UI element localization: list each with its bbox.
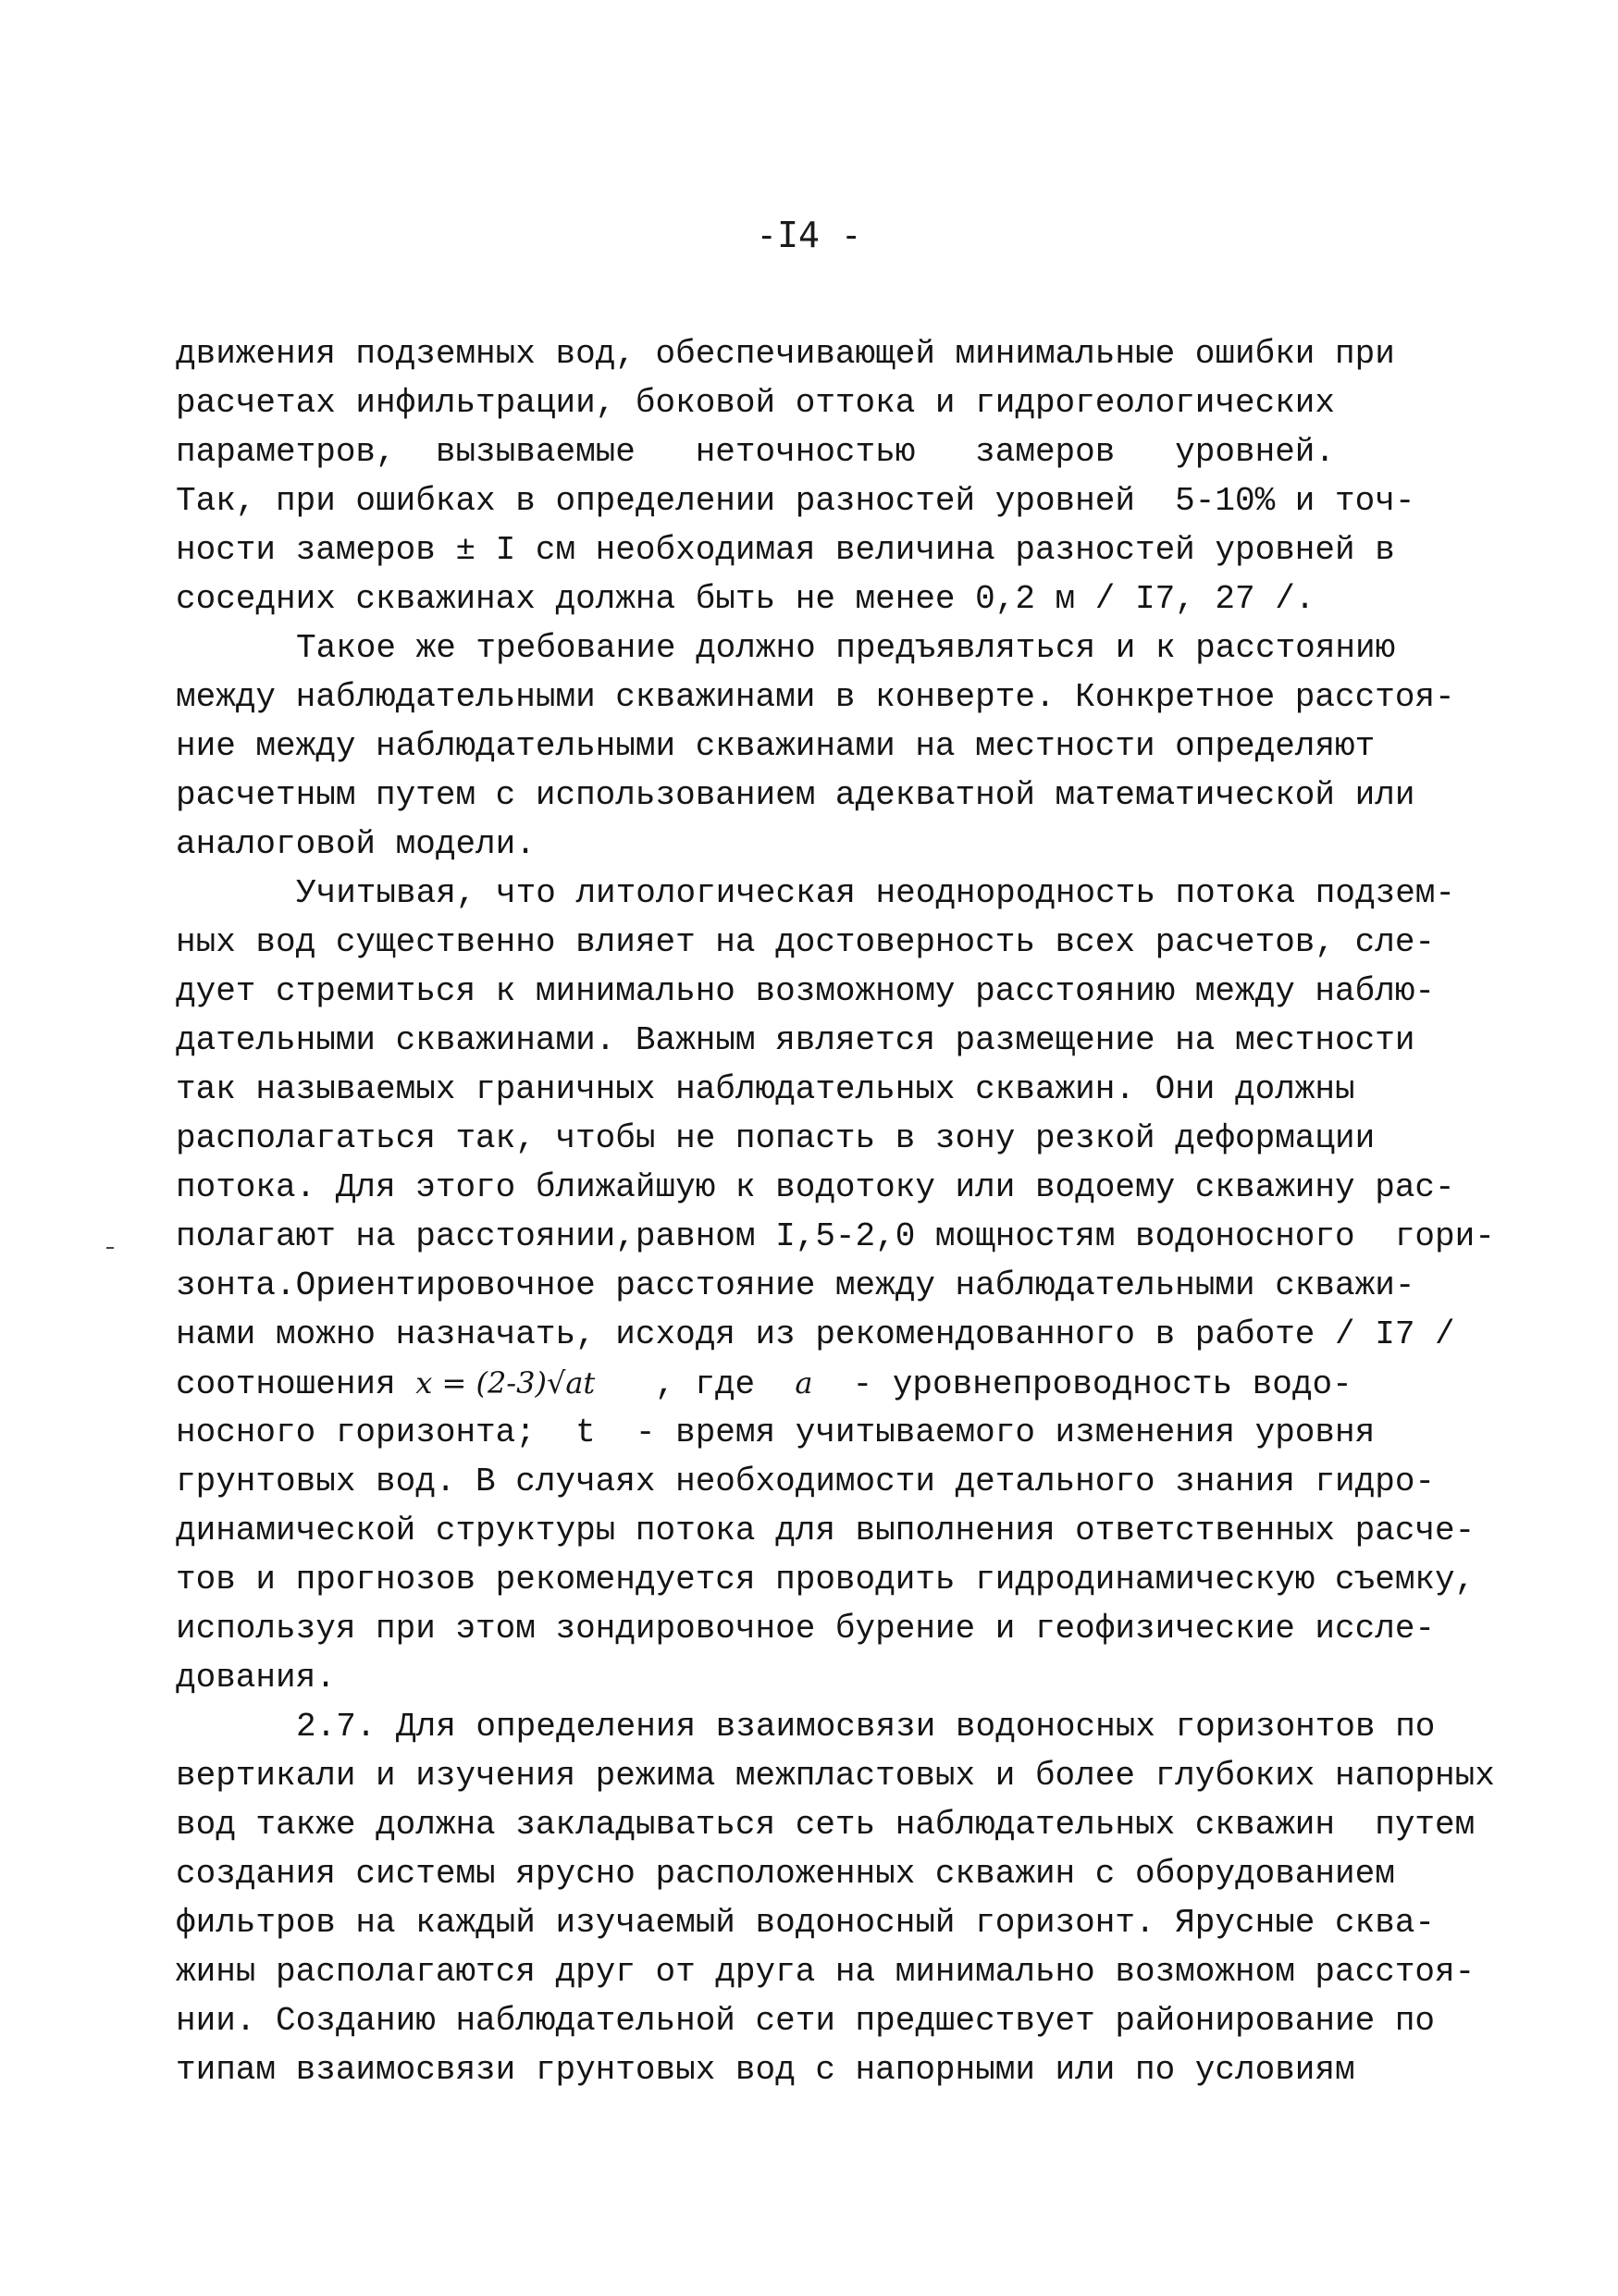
text-line: дования.: [176, 1659, 336, 1697]
body-text: [176, 329, 1495, 2094]
text-line: расчетным путем с использованием адекватной математической или: [176, 776, 1415, 814]
text-line: типам взаимосвязи грунтовых вод с напорными или по условиям: [176, 2051, 1355, 2089]
text-line: ности замеров ± I см необходимая величина разностей уровней в: [176, 531, 1395, 569]
text-line: аналоговой модели.: [176, 825, 536, 863]
text-line: зонта.Ориентировочное расстояние между наблюдательными скважи-: [176, 1266, 1415, 1304]
text-line: дует стремиться к минимально возможному расстоянию между наблю-: [176, 972, 1436, 1010]
text-line: расчетах инфильтрации, боковой оттока и гидрогеологических: [176, 384, 1336, 422]
text-line: 2.7. Для определения взаимосвязи водоносных горизонтов по: [296, 1708, 1436, 1746]
page-number: -I4 -: [756, 215, 862, 255]
text-line: полагают на расстоянии,равном I,5-2,0 мощностям водоносного гори-: [176, 1217, 1495, 1255]
formula-suffix: - уровнепроводность водо-: [812, 1365, 1352, 1403]
text-line: вертикали и изучения режима межпластовых и более глубоких напорных: [176, 1757, 1495, 1795]
text-line: носного горизонта; t - время учитываемого изменения уровня: [176, 1413, 1376, 1451]
text-line: ние между наблюдательными скважинами на местности определяют: [176, 727, 1376, 765]
text-line: тов и прогнозов рекомендуется проводить гидродинамическую съемку,: [176, 1561, 1476, 1599]
text-line: располагаться так, чтобы не попасть в зону резкой деформации: [176, 1119, 1376, 1157]
text-line: жины располагаются друг от друга на минимально возможном расстоя-: [176, 1953, 1476, 1991]
text-line: нами можно назначать, исходя из рекомендованного в работе / I7 /: [176, 1315, 1455, 1353]
text-line: ных вод существенно влияет на достоверность всех расчетов, сле-: [176, 923, 1436, 961]
formula-symbol-a: a: [795, 1365, 813, 1401]
formula-prefix: соотношения: [176, 1365, 416, 1403]
text-line: соседних скважинах должна быть не менее 0,2 м / I7, 27 /.: [176, 580, 1315, 618]
margin-mark: [106, 1247, 114, 1249]
text-line: потока. Для этого ближайшую к водотоку или водоему скважину рас-: [176, 1168, 1455, 1206]
text-line: используя при этом зондировочное бурение и геофизические иссле-: [176, 1610, 1436, 1648]
text-line: движения подземных вод, обеспечивающей минимальные ошибки при: [176, 335, 1395, 373]
text-line: параметров, вызываемые неточностью замеров уровней.: [176, 433, 1336, 471]
text-line: динамической структуры потока для выполнения ответственных расче-: [176, 1512, 1476, 1549]
text-line: Такое же требование должно предъявляться и к расстоянию: [296, 629, 1396, 667]
text-line: Так, при ошибках в определении разностей уровней 5-10% и точ-: [176, 482, 1415, 520]
text-line: грунтовых вод. В случаях необходимости детального знания гидро-: [176, 1463, 1436, 1500]
text-line: создания системы ярусно расположенных скважин с оборудованием: [176, 1855, 1395, 1893]
formula-expression: x = (2-3)√at: [415, 1365, 596, 1401]
text-line: так называемых граничных наблюдательных скважин. Они должны: [176, 1070, 1355, 1108]
text-line: вод также должна закладываться сеть наблюдательных скважин путем: [176, 1806, 1476, 1844]
text-line: фильтров на каждый изучаемый водоносный горизонт. Ярусные сква-: [176, 1904, 1436, 1942]
text-line: между наблюдательными скважинами в конверте. Конкретное расстоя-: [176, 678, 1455, 716]
text-line: дательными скважинами. Важным является размещение на местности: [176, 1021, 1415, 1059]
text-line: нии. Созданию наблюдательной сети предшествует районирование по: [176, 2002, 1436, 2040]
text-line: Учитывая, что литологическая неоднородность потока подзем-: [296, 874, 1456, 912]
formula-middle: , где: [595, 1365, 796, 1403]
formula-line: [176, 1359, 1489, 1408]
